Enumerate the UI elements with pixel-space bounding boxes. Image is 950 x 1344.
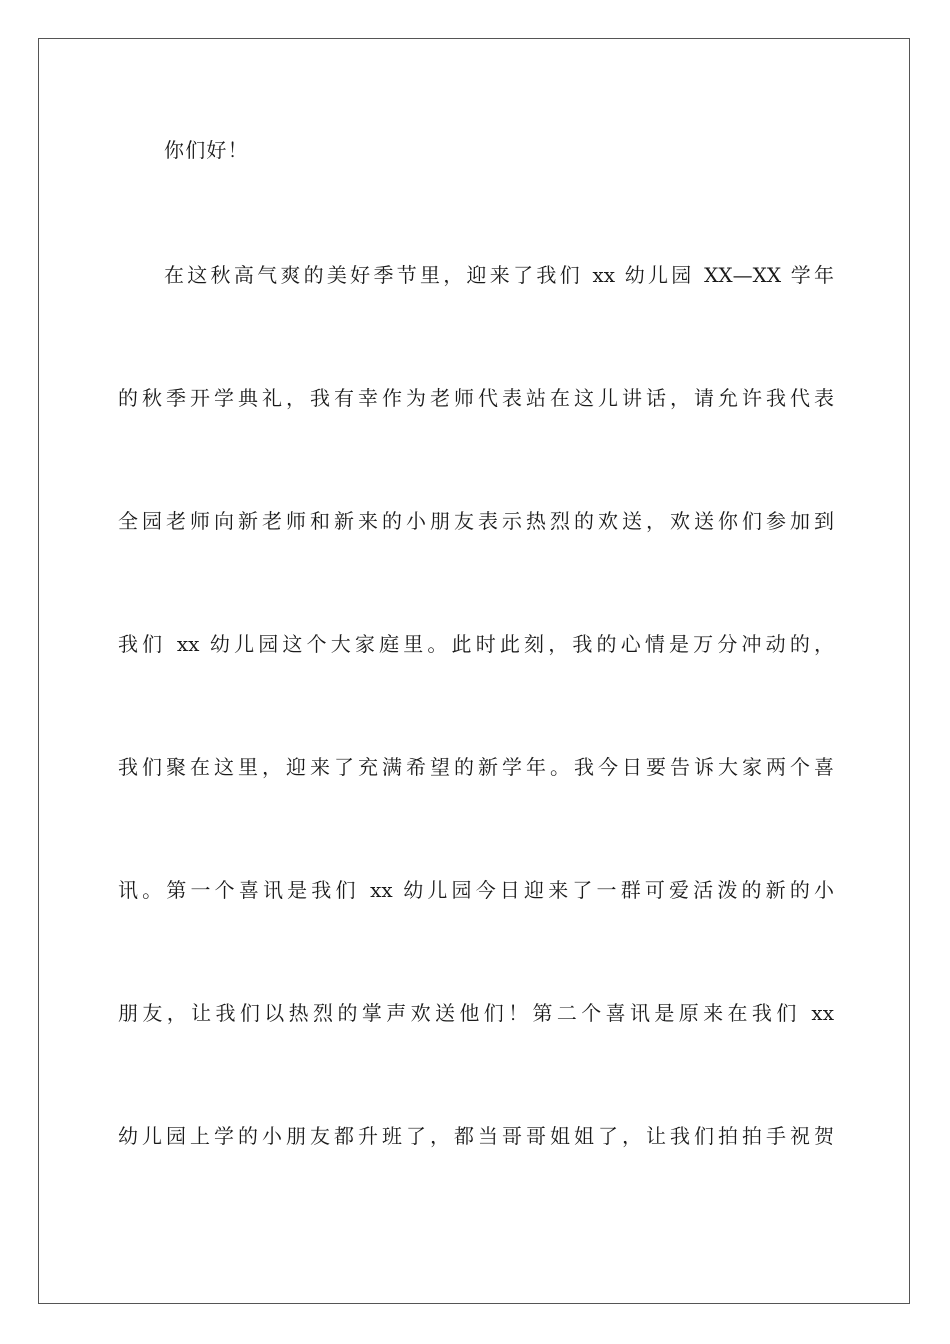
- page-border: [38, 38, 910, 1304]
- paragraph-line: 讯。第一个喜讯是我们 xx 幼儿园今日迎来了一群可爱活泼的新的小: [118, 878, 834, 902]
- paragraph-line: 全园老师向新老师和新来的小朋友表示热烈的欢送，欢送你们参加到: [118, 509, 834, 533]
- paragraph-line: 朋友，让我们以热烈的掌声欢送他们！第二个喜讯是原来在我们 xx: [118, 1001, 834, 1025]
- paragraph-line: 在这秋高气爽的美好季节里，迎来了我们 xx 幼儿园 XX—XX 学年: [164, 263, 834, 287]
- paragraph-line: 幼儿园上学的小朋友都升班了，都当哥哥姐姐了，让我们拍拍手祝贺: [118, 1124, 834, 1148]
- paragraph-line: 的秋季开学典礼，我有幸作为老师代表站在这儿讲话，请允许我代表: [118, 386, 834, 410]
- greeting-line: 你们好！: [164, 138, 249, 162]
- paragraph-line: 我们 xx 幼儿园这个大家庭里。此时此刻，我的心情是万分冲动的，: [118, 632, 834, 656]
- paragraph-line: 我们聚在这里，迎来了充满希望的新学年。我今日要告诉大家两个喜: [118, 755, 834, 779]
